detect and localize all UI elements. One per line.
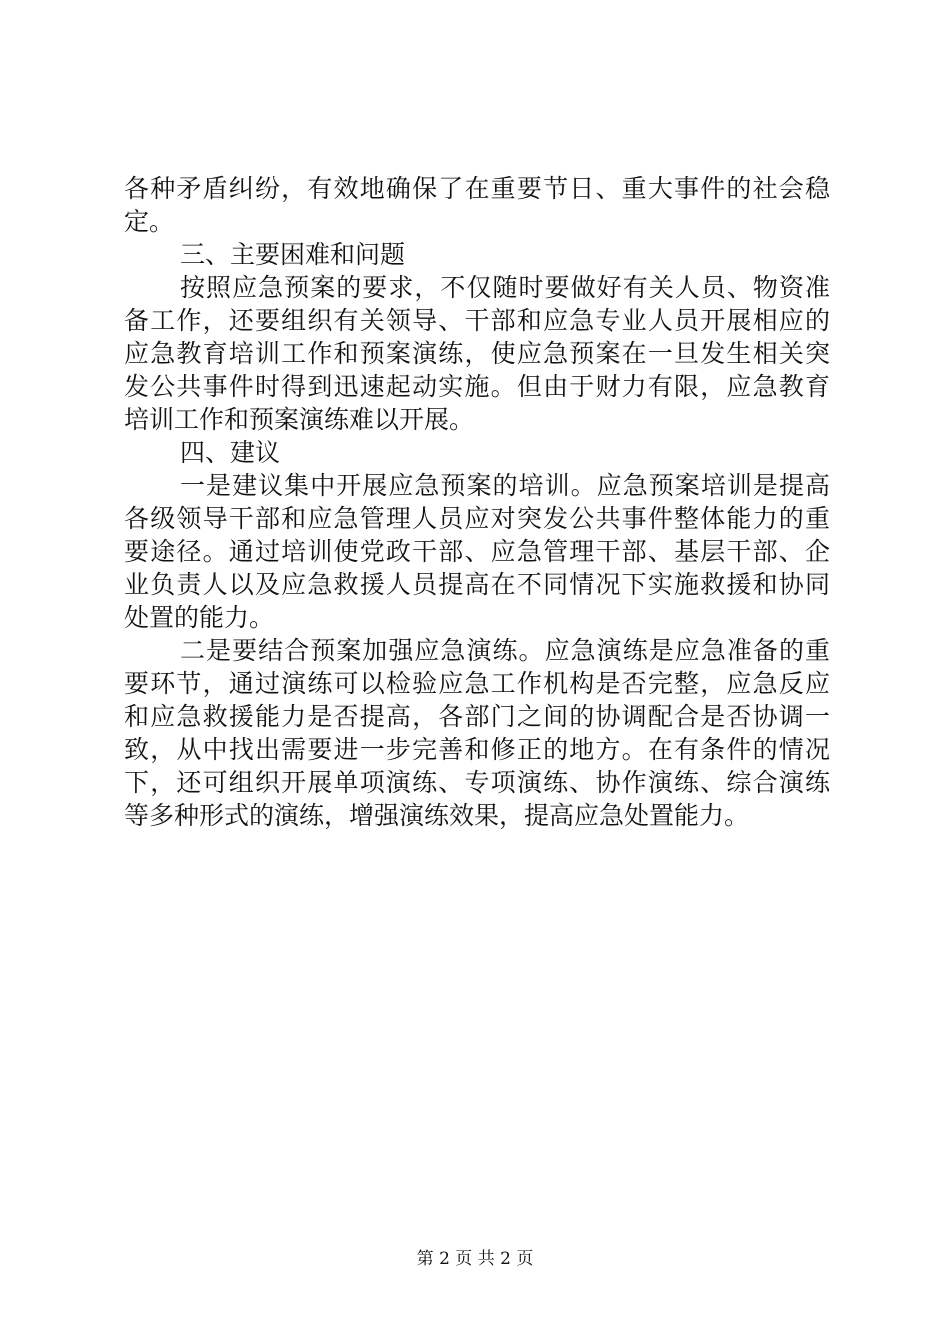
paragraph-line: 要途径。通过培训使党政干部、应急管理干部、基层干部、企 bbox=[124, 537, 830, 566]
paragraph-line: 业负责人以及应急救援人员提高在不同情况下实施救援和协同 bbox=[124, 570, 830, 599]
paragraph-line: 发公共事件时得到迅速起动实施。但由于财力有限，应急教育 bbox=[124, 372, 830, 401]
paragraph-line: 各种矛盾纠纷，有效地确保了在重要节日、重大事件的社会稳 bbox=[124, 174, 830, 203]
paragraph-line: 下，还可组织开展单项演练、专项演练、协作演练、综合演练 bbox=[124, 768, 830, 797]
page-footer: 第 2 页 共 2 页 bbox=[416, 1249, 534, 1269]
paragraph-line: 培训工作和预案演练难以开展。 bbox=[124, 405, 475, 434]
document-body bbox=[124, 172, 830, 832]
paragraph-line: 二是要结合预案加强应急演练。应急演练是应急准备的重 bbox=[180, 636, 830, 665]
paragraph-line: 要环节，通过演练可以检验应急工作机构是否完整，应急反应 bbox=[124, 669, 830, 698]
paragraph-line: 等多种形式的演练，增强演练效果，提高应急处置能力。 bbox=[124, 801, 750, 830]
paragraph-line: 和应急救援能力是否提高，各部门之间的协调配合是否协调一 bbox=[124, 702, 830, 731]
paragraph-line: 致，从中找出需要进一步完善和修正的地方。在有条件的情况 bbox=[124, 735, 830, 764]
paragraph-line: 处置的能力。 bbox=[124, 603, 275, 632]
section-heading: 三、主要困难和问题 bbox=[180, 240, 406, 269]
paragraph-line: 定。 bbox=[124, 207, 175, 236]
paragraph-line: 备工作，还要组织有关领导、干部和应急专业人员开展相应的 bbox=[124, 306, 830, 335]
paragraph-line: 应急教育培训工作和预案演练，使应急预案在一旦发生相关突 bbox=[124, 339, 830, 368]
section-heading: 四、建议 bbox=[180, 438, 281, 467]
paragraph-line: 各级领导干部和应急管理人员应对突发公共事件整体能力的重 bbox=[124, 504, 830, 533]
paragraph-line: 按照应急预案的要求，不仅随时要做好有关人员、物资准 bbox=[180, 273, 830, 302]
paragraph-line: 一是建议集中开展应急预案的培训。应急预案培训是提高 bbox=[180, 471, 830, 500]
